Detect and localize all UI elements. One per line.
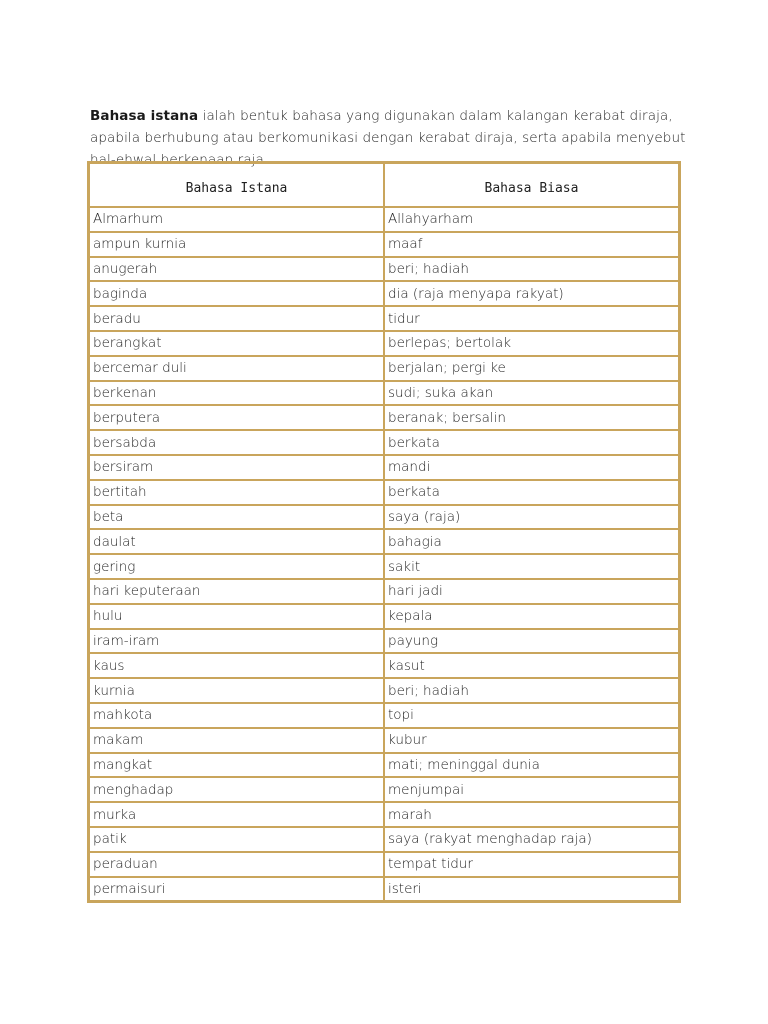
cell-bahasa-biasa: beranak; bersalin [384,405,679,430]
cell-bahasa-istana: hulu [89,604,384,629]
table-row [89,877,679,902]
cell-bahasa-biasa: topi [384,703,679,728]
cell-bahasa-biasa: saya (raja) [384,505,679,530]
cell-bahasa-istana: permaisuri [89,877,384,902]
cell-bahasa-istana: daulat [89,529,384,554]
table-row [89,827,679,852]
cell-bahasa-istana: Almarhum [89,207,384,232]
header-bahasa-biasa: Bahasa Biasa [384,163,679,207]
cell-bahasa-biasa: bahagia [384,529,679,554]
cell-bahasa-istana: ampun kurnia [89,232,384,257]
cell-bahasa-biasa: berlepas; bertolak [384,331,679,356]
table-row [89,777,679,802]
table-row [89,331,679,356]
cell-bahasa-biasa: saya (rakyat menghadap raja) [384,827,679,852]
cell-bahasa-istana: bercemar duli [89,356,384,381]
table-row [89,430,679,455]
table-row [89,703,679,728]
cell-bahasa-istana: bersiram [89,455,384,480]
table-row [89,505,679,530]
cell-bahasa-istana: berangkat [89,331,384,356]
cell-bahasa-istana: kaus [89,653,384,678]
cell-bahasa-biasa: tidur [384,306,679,331]
cell-bahasa-istana: anugerah [89,257,384,282]
table-row [89,405,679,430]
table-row [89,529,679,554]
cell-bahasa-biasa: hari jadi [384,579,679,604]
cell-bahasa-biasa: mati; meninggal dunia [384,753,679,778]
cell-bahasa-istana: beradu [89,306,384,331]
table-row [89,554,679,579]
table-row [89,852,679,877]
table-row [89,579,679,604]
intro-text: ialah bentuk bahasa yang digunakan dalam kalangan kerabat diraja, apabila berhubung atau berkomunikasi dengan kerabat diraja, serta apabila menyebut hal-ehwal berkenaan raja. [90,107,686,168]
cell-bahasa-istana: berkenan [89,381,384,406]
table-row [89,306,679,331]
cell-bahasa-istana: iram-iram [89,629,384,654]
table-row [89,802,679,827]
table-row [89,653,679,678]
cell-bahasa-biasa: beri; hadiah [384,257,679,282]
cell-bahasa-biasa: dia (raja menyapa rakyat) [384,281,679,306]
cell-bahasa-biasa: berkata [384,480,679,505]
table-row [89,281,679,306]
cell-bahasa-biasa: mandi [384,455,679,480]
cell-bahasa-istana: peraduan [89,852,384,877]
cell-bahasa-istana: berputera [89,405,384,430]
table-row [89,207,679,232]
table-row [89,232,679,257]
cell-bahasa-istana: patik [89,827,384,852]
table-row [89,604,679,629]
cell-bahasa-biasa: payung [384,629,679,654]
cell-bahasa-biasa: menjumpai [384,777,679,802]
cell-bahasa-biasa: maaf [384,232,679,257]
cell-bahasa-biasa: beri; hadiah [384,678,679,703]
cell-bahasa-biasa: sudi; suka akan [384,381,679,406]
cell-bahasa-istana: bersabda [89,430,384,455]
cell-bahasa-istana: hari keputeraan [89,579,384,604]
table-row [89,356,679,381]
table-row [89,455,679,480]
intro-term: Bahasa istana [90,107,199,124]
cell-bahasa-istana: bertitah [89,480,384,505]
cell-bahasa-istana: murka [89,802,384,827]
cell-bahasa-biasa: kepala [384,604,679,629]
cell-bahasa-istana: menghadap [89,777,384,802]
table-row [89,753,679,778]
cell-bahasa-biasa: berjalan; pergi ke [384,356,679,381]
header-bahasa-istana: Bahasa Istana [89,163,384,207]
table-body [89,207,679,901]
cell-bahasa-biasa: kubur [384,728,679,753]
table-row [89,381,679,406]
table-row [89,678,679,703]
cell-bahasa-biasa: tempat tidur [384,852,679,877]
cell-bahasa-biasa: marah [384,802,679,827]
table-row [89,480,679,505]
table-header-row [89,163,679,207]
cell-bahasa-biasa: isteri [384,877,679,902]
cell-bahasa-biasa: kasut [384,653,679,678]
cell-bahasa-istana: mangkat [89,753,384,778]
cell-bahasa-istana: makam [89,728,384,753]
cell-bahasa-biasa: berkata [384,430,679,455]
cell-bahasa-istana: baginda [89,281,384,306]
table-row [89,257,679,282]
cell-bahasa-biasa: sakit [384,554,679,579]
vocabulary-table [87,161,681,903]
cell-bahasa-istana: beta [89,505,384,530]
table-row [89,728,679,753]
cell-bahasa-istana: gering [89,554,384,579]
cell-bahasa-biasa: Allahyarham [384,207,679,232]
cell-bahasa-istana: kurnia [89,678,384,703]
cell-bahasa-istana: mahkota [89,703,384,728]
table-row [89,629,679,654]
